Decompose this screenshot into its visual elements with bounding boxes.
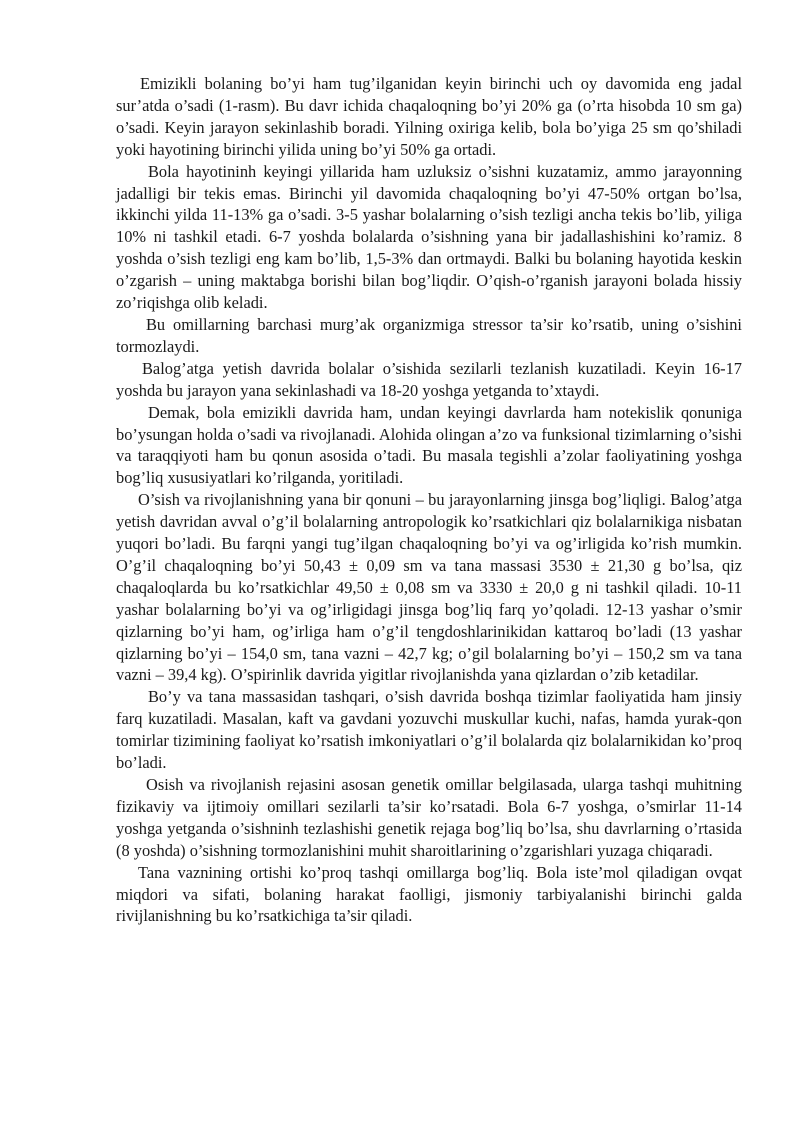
paragraph-genetic-environment: Osish va rivojlanish rejasini asosan genetik omillar belgilasada, ularga tashqi muhitning fizikaviy va ijtimoiy omillari sezilarli ta’sir ko’rsatadi. Bola 6-7 yoshga, o’smirlar 11-14 yoshga yetganda o’sishninh tezlashishi genetik rejaga bog’liq bo’lsa, shu davrlarning o’rtasida (8 yoshda) o’sishning tormozlanishini muhit sharoitlarining o’zgarishlari yuzaga chiqaradi.	[116, 775, 742, 860]
document-page	[116, 73, 742, 927]
paragraph-uneven-growth: Bola hayotininh keyingi yillarida ham uzluksiz o’sishni kuzatamiz, ammo jarayonning jadalligi bir tekis emas. Birinchi yil davomida chaqaloqning bo’yi 47-50% ortgan bo’lsa, ikkinchi yilda 11-13% ga o’sadi. 3-5 yashar bolalarning o’sish tezligi ancha tekis bo’lib, yiliga 10% ni tashkil etadi. 6-7 yoshda bolalarda o’sishning yana bir jadallashishini ko’ramiz. 8 yoshda o’sish tezligi eng kam bo’lib, 1,5-3% dan ortmaydi. Balki bu bolaning hayotida keskin o’zgarish – uning maktabga borishi bilan bog’liqdir. O’qish-o’rganish jarayoni bolada hissiy zo’riqishga olib keladi.	[116, 161, 742, 313]
paragraph-infant-growth: Emizikli bolaning bo’yi ham tug’ilganidan keyin birinchi uch oy davomida eng jadal sur’atda o’sadi (1-rasm). Bu davr ichida chaqaloqning bo’yi 20% ga (o’rta hisobda 10 sm ga) o’sadi. Keyin jarayon sekinlashib boradi. Yilning oxiriga kelib, bola bo’yiga 25 sm qo’shiladi yoki hayotining birinchi yilida uning bo’yi 50% ga ortadi.	[116, 74, 742, 159]
paragraph-sex-differences-systems: Bo’y va tana massasidan tashqari, o’sish davrida boshqa tizimlar faoliyatida ham jinsiy farq kuzatiladi. Masalan, kaft va gavdani yozuvchi muskullar kuchi, nafas, hamda yurak-qon tomirlar tizimining faoliyat ko’rsatish imkoniyatlari o’g’il bolalarda qiz bolalarnikidan ko’proq bo’ladi.	[116, 687, 742, 773]
paragraph-sex-dependence: O’sish va rivojlanishning yana bir qonuni – bu jarayonlarning jinsga bog’liqligi. Balog’atga yetish davridan avval o’g’il bolalarning antropologik ko’rsatkichlari qiz bolalarnikiga nisbatan yuqori bo’ladi. Bu farqni yangi tug’ilgan chaqaloqning bo’yi va og’irligida ko’rish mumkin. O’g’il chaqaloqning bo’yi 50,43 ± 0,09 sm va tana massasi 3530 ± 21,30 g bo’lsa, qiz chaqaloqlarda bu ko’rsatkichlar 49,50 ± 0,08 sm va 3330 ± 20,0 g ni tashkil qiladi. 10-11 yashar bolalarning bo’yi va og’irligidagi jinsga bog’liq farq yo’qoladi. 12-13 yashar o’smir qizlarning bo’yi ham, og’irliga ham o’g’il tengdoshlarinikidan kattaroq bo’ladi (13 yashar qizlarning bo’yi – 154,0 sm, tana vazni – 42,7 kg; o’gil bolalarning bo’yi – 150,2 sm va tana vazni – 39,4 kg). O’spirinlik davrida yigitlar rivojlanishda yana qizlardan o’zib ketadilar.	[116, 490, 742, 685]
paragraph-stress-factors: Bu omillarning barchasi murg’ak organizmiga stressor ta’sir ko’rsatib, uning o’sishini tormozlaydi.	[116, 314, 742, 356]
paragraph-unevenness-law: Demak, bola emizikli davrida ham, undan keyingi davrlarda ham notekislik qonuniga bo’ysungan holda o’sadi va rivojlanadi. Alohida olingan a’zo va funksional tizimlarning o’sishi va taraqqiyoti ham bu qonun asosida o’tadi. Bu masala tegishli a’zolar faoliyatining yoshga bog’liq xususiyatlari ko’rilganda, yoritiladi.	[116, 402, 742, 488]
paragraph-puberty-acceleration: Balog’atga yetish davrida bolalar o’sishida sezilarli tezlanish kuzatiladi. Keyin 16-17 yoshda bu jarayon yana sekinlashadi va 18-20 yoshga yetganda to’xtaydi.	[116, 358, 742, 400]
paragraph-body-weight: Tana vaznining ortishi ko’proq tashqi omillarga bog’liq. Bola iste’mol qiladigan ovqat miqdori va sifati, bolaning harakat faolligi, jismoniy tarbiyalanishi birinchi galda rivijlanishning bu ko’rsatkichiga ta’sir qiladi.	[116, 862, 742, 926]
